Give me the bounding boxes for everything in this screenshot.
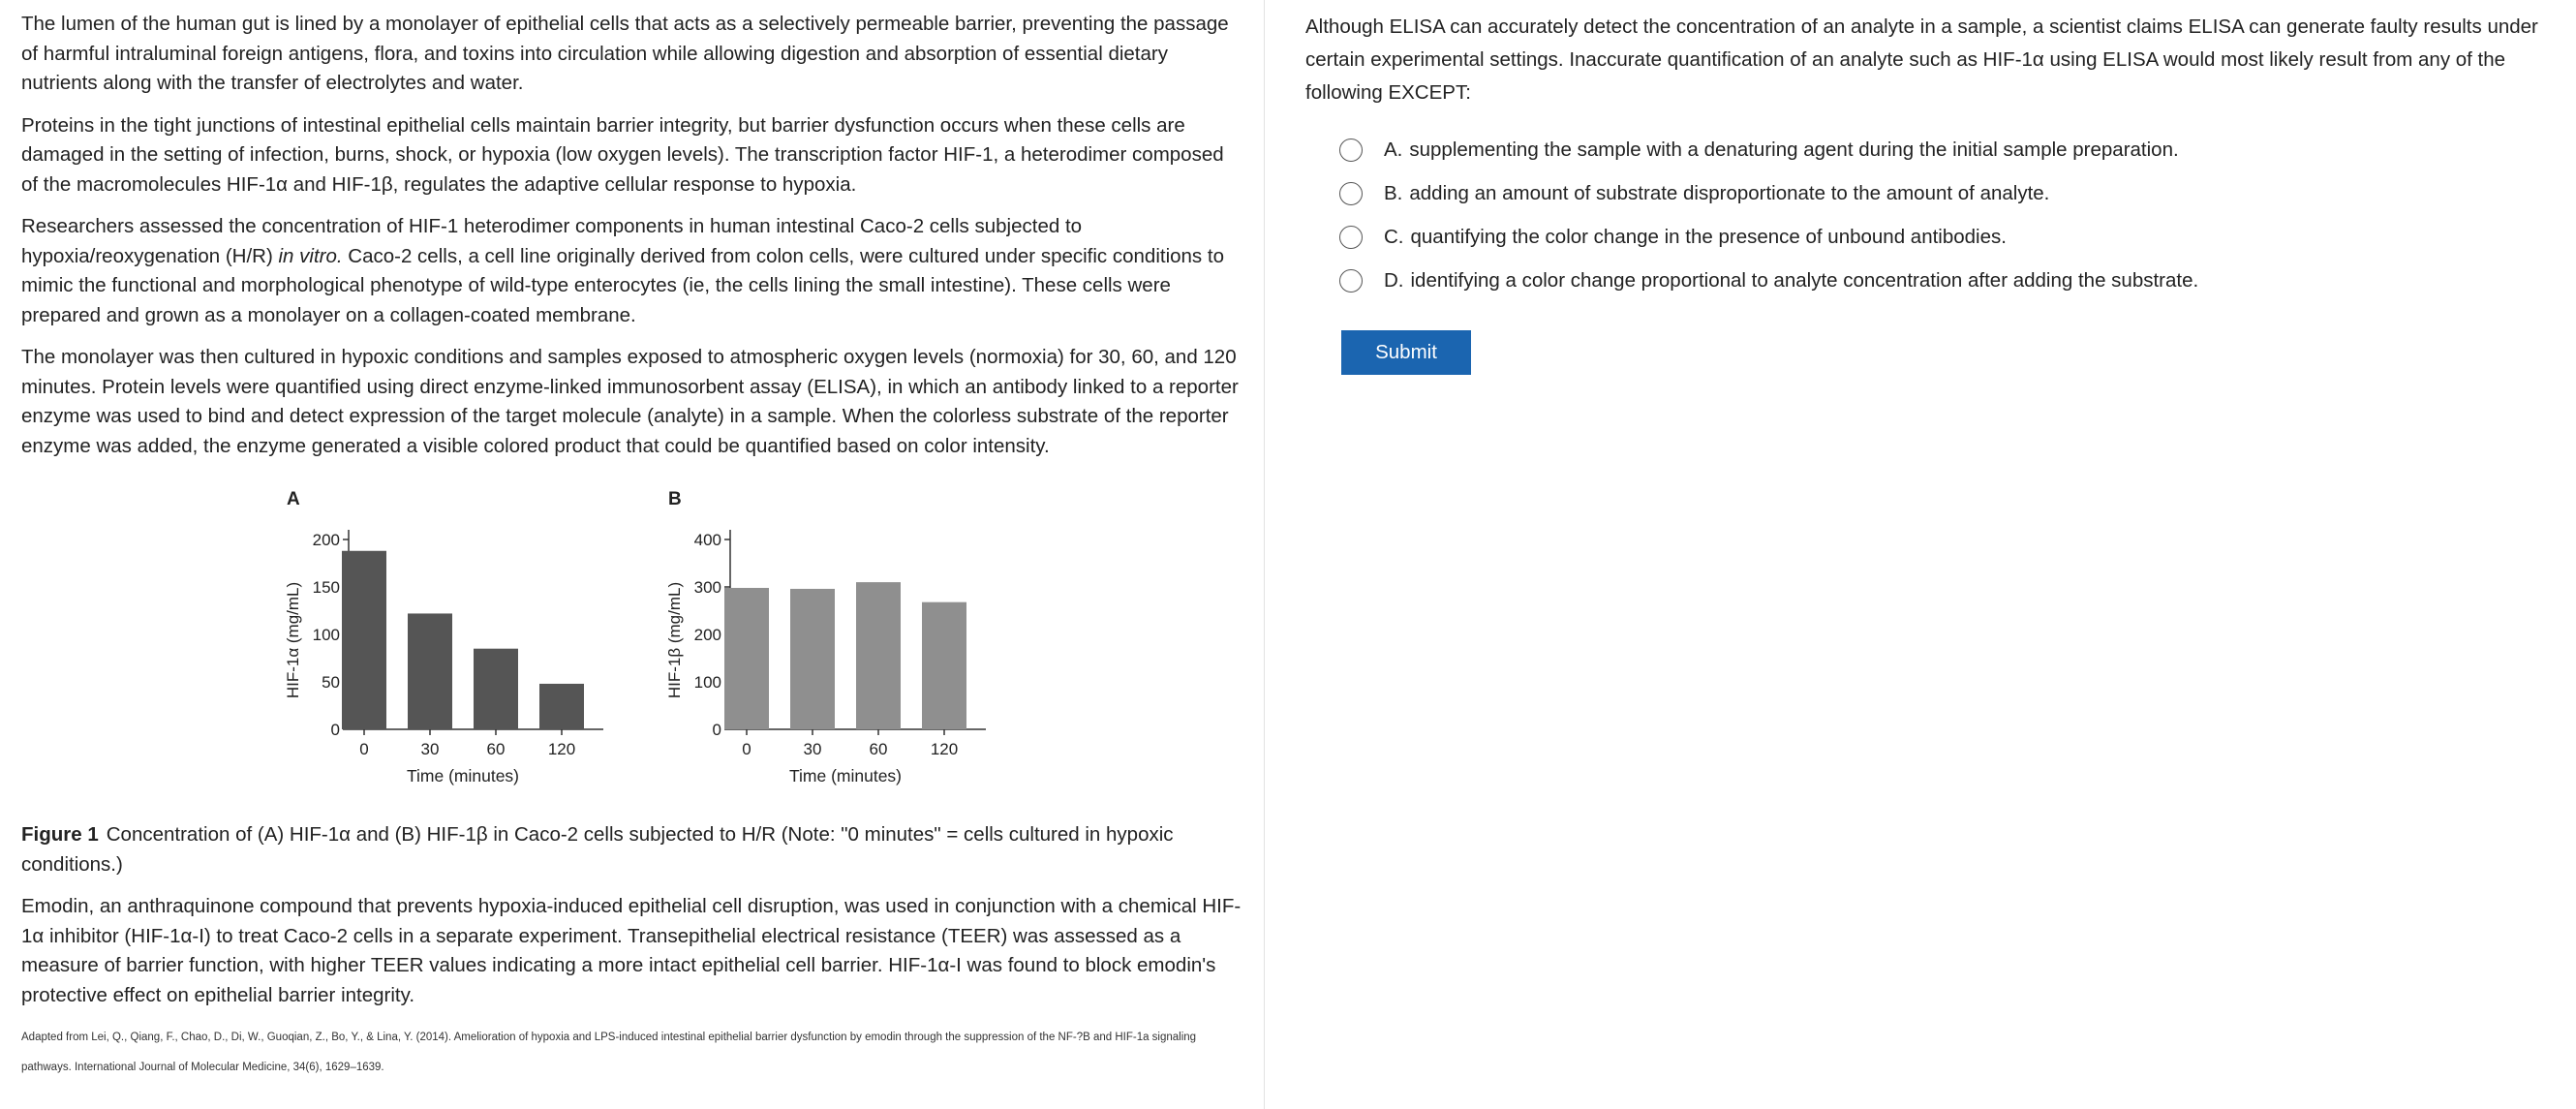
chart-a-y-tick-label: 200 bbox=[312, 531, 340, 549]
chart-a-bar-120 bbox=[539, 684, 584, 729]
passage-paragraph-4: The monolayer was then cultured in hypoxic conditions and samples exposed to atmospheric oxygen levels (normoxia) for 30, 60, and 120 minutes. Protein levels were quantified using direct enzyme-linked immunosorbent assay (ELISA), in which an antibody linked to a reporter enzyme was used to bind and detect expression of the target molecule (analyte) in a sample. When the colorless substrate of the reporter enzyme was added, the enzyme generated a visible colored product that could be quantified based on color intensity. bbox=[21, 346, 1239, 457]
chart-a-bar-60 bbox=[474, 649, 518, 729]
chart-a-y-axis-label: HIF-1α (mg/mL) bbox=[284, 581, 302, 699]
option-b-text: adding an amount of substrate disproportionate to the amount of analyte. bbox=[1409, 182, 2050, 204]
figure-1 bbox=[21, 474, 1261, 813]
passage-paragraph-1: The lumen of the human gut is lined by a monolayer of epithelial cells that acts as a selectively permeable barrier, preventing the passage of harmful intraluminal foreign antigens, flora, and toxins into circulation while allowing digestion and absorption of essential dietary nutrients along with the transfer of electrolytes and water. bbox=[21, 13, 1229, 94]
option-c-letter: C. bbox=[1384, 226, 1404, 248]
answer-option-c[interactable] bbox=[1339, 221, 2007, 254]
chart-b-y-tick-label: 0 bbox=[712, 721, 721, 739]
chart-b-y-tick-label: 100 bbox=[693, 673, 721, 692]
chart-a-x-tick-label: 30 bbox=[420, 740, 440, 758]
option-d-letter: D. bbox=[1384, 269, 1404, 292]
chart-a-bar-30 bbox=[408, 613, 452, 729]
citation: Adapted from Lei, Q., Qiang, F., Chao, D., Di, W., Guoqian, Z., Bo, Y., & Lina, Y. (2014). Amelioration of hypoxia and LPS-induced intestinal epithelial barrier dysfunction by emodin through the suppression of the NF-?B and HIF-1a signaling pathways. International Journal of Molecular Medicine, 34(6), 1629–1639. bbox=[21, 1032, 1197, 1073]
chart-a-x-tick-label: 0 bbox=[359, 740, 369, 758]
passage-paragraph-3 bbox=[21, 212, 1242, 330]
chart-b-bar-120 bbox=[922, 602, 966, 729]
chart-a-x-axis-label: Time (minutes) bbox=[406, 766, 520, 786]
radio-button-d[interactable] bbox=[1339, 269, 1363, 293]
chart-b-x-axis-label: Time (minutes) bbox=[788, 766, 903, 786]
radio-button-a[interactable] bbox=[1339, 139, 1363, 162]
answer-option-d[interactable] bbox=[1339, 264, 2198, 297]
chart-a-x-tick-label: 60 bbox=[486, 740, 506, 758]
passage-paragraph-3-italic: in vitro. bbox=[278, 244, 343, 267]
chart-b-bar-60 bbox=[856, 582, 901, 729]
submit-button[interactable]: Submit bbox=[1341, 330, 1471, 375]
chart-b-y-tick-label: 300 bbox=[693, 578, 721, 597]
passage-panel bbox=[0, 0, 1265, 1109]
chart-b-bar-0 bbox=[724, 588, 769, 729]
option-a-text: supplementing the sample with a denaturing agent during the initial sample preparation. bbox=[1409, 139, 2179, 161]
chart-a-panel-label: A bbox=[287, 489, 300, 509]
chart-a-y-tick-label: 150 bbox=[312, 578, 340, 597]
figure-caption-text: Concentration of (A) HIF-1α and (B) HIF-1β in Caco-2 cells subjected to H/R (Note: "0 minutes" = cells cultured in hypoxic conditions.) bbox=[21, 823, 1174, 876]
passage-paragraph-2: Proteins in the tight junctions of intestinal epithelial cells maintain barrier integrity, but barrier dysfunction occurs when these cells are damaged in the setting of infection, burns, shock, or hypoxia (low oxygen levels). The transcription factor HIF-1, a heterodimer composed of the macromolecules HIF-1α and HIF-1β, regulates the adaptive cellular response to hypoxia. bbox=[21, 113, 1224, 196]
answer-option-b[interactable] bbox=[1339, 177, 2049, 210]
chart-b-x-tick-label: 60 bbox=[869, 740, 888, 758]
chart-b-y-tick-label: 200 bbox=[693, 626, 721, 644]
chart-a-x-tick-label: 120 bbox=[547, 740, 576, 758]
question-stem: Although ELISA can accurately detect the concentration of an analyte in a sample, a scientist claims ELISA can generate faulty results under certain experimental settings. Inaccurate quantification of an analyte such as HIF-1α using ELISA would most likely result from any of the following EXCEPT: bbox=[1305, 15, 2538, 104]
option-c-text: quantifying the color change in the presence of unbound antibodies. bbox=[1410, 226, 2007, 248]
chart-b-panel-label: B bbox=[668, 489, 682, 509]
passage-paragraph-5: Emodin, an anthraquinone compound that prevents hypoxia-induced epithelial cell disruption, was used in conjunction with a chemical HIF-1α inhibitor (HIF-1α-I) to treat Caco-2 cells in a separate experiment. Transepithelial electrical resistance (TEER) was assessed as a measure of barrier function, with higher TEER values indicating a more intact epithelial cell barrier. HIF-1α-I was found to block emodin's protective effect on epithelial barrier integrity. bbox=[21, 895, 1242, 1006]
chart-a-y-tick-label: 50 bbox=[322, 673, 340, 692]
chart-a-y-tick-label: 100 bbox=[312, 626, 340, 644]
passage-paragraph-3-end: Caco-2 cells, a cell line originally derived from colon cells, were cultured under specific conditions to mimic the functional and morphological phenotype of wild-type enterocytes (ie, the cells lining the small intestine). These cells were prepared and grown as a monolayer on a collagen-coated membrane. bbox=[21, 244, 1224, 326]
chart-a-bar-0 bbox=[342, 551, 386, 729]
radio-button-b[interactable] bbox=[1339, 182, 1363, 205]
option-d-text: identifying a color change proportional to analyte concentration after adding the substrate. bbox=[1410, 269, 2199, 292]
figure-1-charts bbox=[21, 474, 1261, 813]
figure-caption-label: Figure 1 bbox=[21, 823, 99, 846]
option-a-letter: A. bbox=[1384, 139, 1403, 161]
question-panel bbox=[1266, 0, 2576, 1109]
chart-b-bar-30 bbox=[790, 589, 835, 729]
chart-b-x-tick-label: 0 bbox=[742, 740, 751, 758]
chart-b-x-tick-label: 30 bbox=[803, 740, 822, 758]
chart-a-y-tick-label: 0 bbox=[330, 721, 340, 739]
option-b-letter: B. bbox=[1384, 182, 1403, 204]
radio-button-c[interactable] bbox=[1339, 226, 1363, 249]
chart-b-x-tick-label: 120 bbox=[930, 740, 959, 758]
chart-b-y-axis-label: HIF-1β (mg/mL) bbox=[665, 581, 684, 699]
answer-option-a[interactable] bbox=[1339, 134, 2179, 167]
figure-caption bbox=[21, 820, 1242, 879]
chart-b-y-tick-label: 400 bbox=[693, 531, 721, 549]
passage-paragraph-3-start: Researchers assessed the concentration of HIF-1 heterodimer components in human intestinal Caco-2 cells subjected to hypoxia/reoxygenation (H/R) bbox=[21, 215, 1083, 267]
